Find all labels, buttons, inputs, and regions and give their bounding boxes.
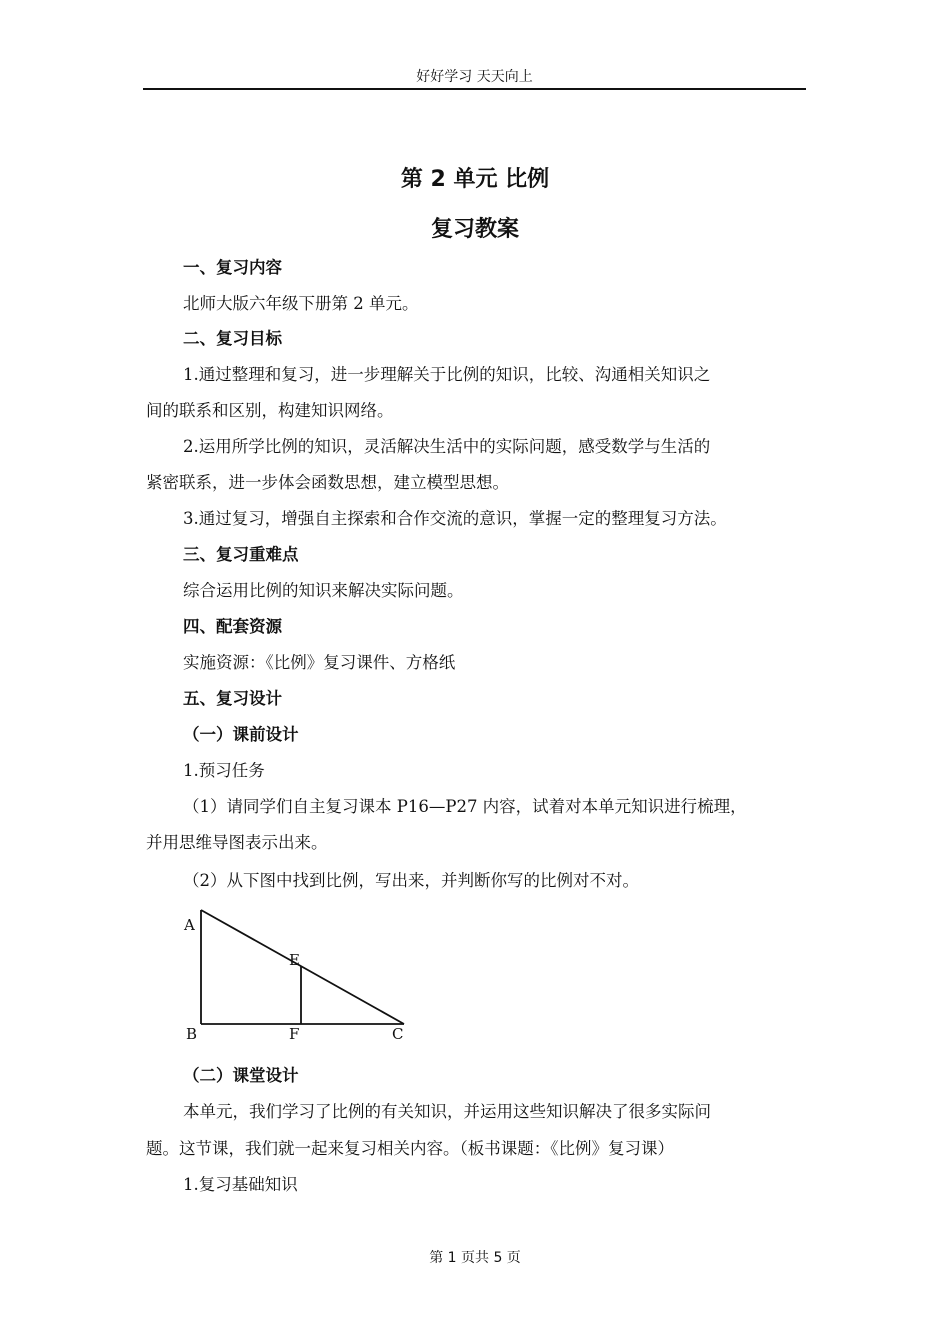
subsection-heading-1: （一）课前设计 <box>183 725 299 744</box>
paragraph: 间的联系和区别，构建知识网络。 <box>146 401 394 420</box>
paragraph: 北师大版六年级下册第 2 单元。 <box>183 294 419 313</box>
doc-title: 第 2 单元 比例 <box>400 167 550 192</box>
paragraph: 本单元，我们学习了比例的有关知识，并运用这些知识解决了很多实际问 <box>183 1102 711 1121</box>
point-label-c: C <box>392 1025 404 1043</box>
section-heading-4: 四、配套资源 <box>183 617 282 636</box>
triangle-figure <box>180 905 420 1045</box>
paragraph: 题。这节课，我们就一起来复习相关内容。（板书课题：《比例》复习课） <box>146 1139 674 1158</box>
paragraph: （1）请同学们自主复习课本 P16—P27 内容，试着对本单元知识进行梳理， <box>183 797 747 816</box>
paragraph: 2.运用所学比例的知识，灵活解决生活中的实际问题，感受数学与生活的 <box>183 437 711 456</box>
doc-subtitle: 复习教案 <box>430 217 519 242</box>
paragraph: 综合运用比例的知识来解决实际问题。 <box>183 581 464 600</box>
point-label-e: E <box>289 951 300 969</box>
paragraph: 1.预习任务 <box>183 761 265 780</box>
paragraph: 1.通过整理和复习，进一步理解关于比例的知识，比较、沟通相关知识之 <box>183 365 711 384</box>
paragraph: 紧密联系，进一步体会函数思想，建立模型思想。 <box>146 473 509 492</box>
point-label-f: F <box>289 1025 300 1043</box>
point-label-a: A <box>184 916 195 934</box>
section-heading-3: 三、复习重难点 <box>183 545 299 564</box>
page-footer: 第 1 页共 5 页 <box>429 1250 521 1266</box>
paragraph: 实施资源：《比例》复习课件、方格纸 <box>183 653 456 672</box>
subsection-heading-2: （二）课堂设计 <box>183 1066 299 1085</box>
paragraph: 1.复习基础知识 <box>183 1175 298 1194</box>
segment-ac <box>201 910 404 1024</box>
point-label-b: B <box>186 1025 198 1043</box>
paragraph: （2）从下图中找到比例，写出来，并判断你写的比例对不对。 <box>183 871 639 890</box>
paragraph: 3.通过复习，增强自主探索和合作交流的意识，掌握一定的整理复习方法。 <box>183 509 727 528</box>
paragraph: 并用思维导图表示出来。 <box>146 833 328 852</box>
section-heading-2: 二、复习目标 <box>183 329 282 348</box>
section-heading-5: 五、复习设计 <box>183 689 282 708</box>
section-heading-1: 一、复习内容 <box>183 258 282 277</box>
page-header: 好好学习 天天向上 <box>143 66 806 90</box>
